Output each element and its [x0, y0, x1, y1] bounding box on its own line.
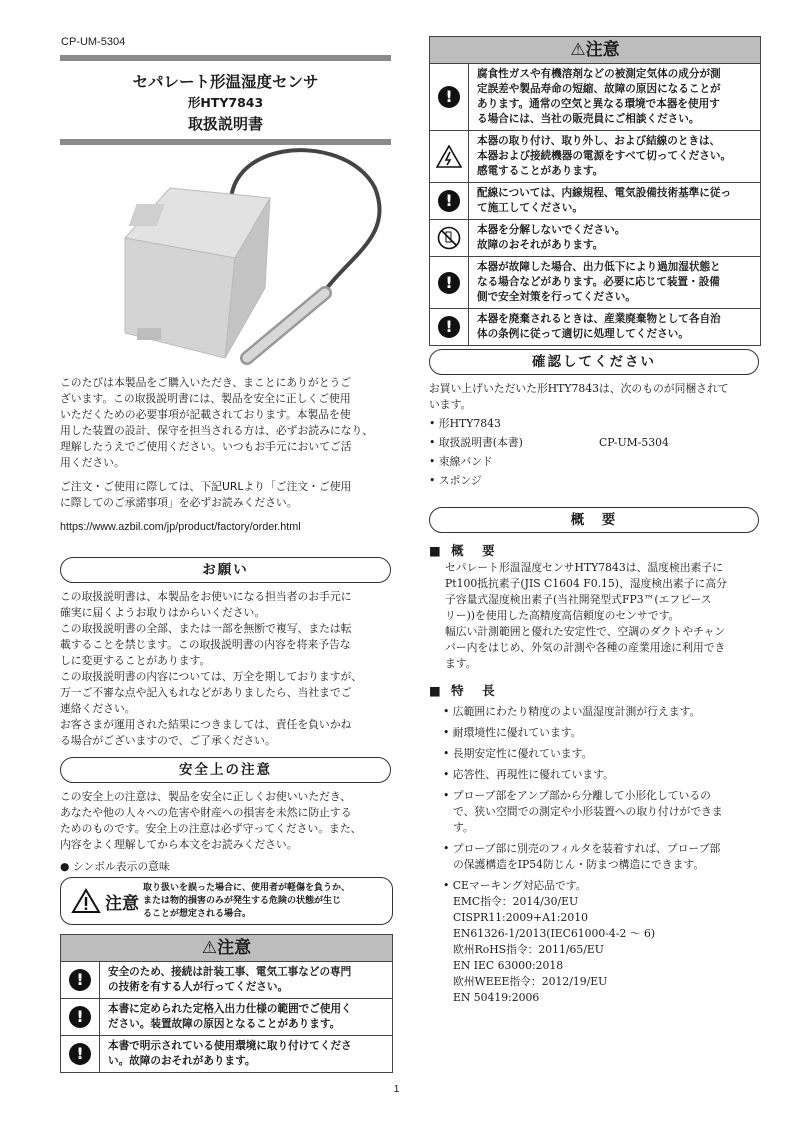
title-top-rule	[60, 55, 391, 61]
caution-box-right-title: 注意	[585, 40, 620, 60]
bundled-item-name: • 形HTY7843	[429, 417, 501, 430]
mandatory-icon: !	[69, 1043, 91, 1065]
intro-line: 用ください。	[60, 456, 125, 469]
title-bottom-rule	[60, 139, 391, 145]
overview-line: 幅広い計測範囲と優れた安定性で、空調のダクトやチャン	[445, 625, 726, 638]
legend-caution-label: 注意	[105, 893, 139, 914]
feature-line: • プローブ部をアンプ部から分離して小形化しているの	[443, 789, 711, 802]
caution-line: て施工してください。	[477, 202, 583, 214]
caution-box-left	[60, 934, 393, 1073]
intro-line: 理解したうえでご使用ください。いつもお手元においてご活	[60, 440, 352, 453]
caution-line: 故障のおそれがあります。	[477, 239, 604, 251]
order-url-link[interactable]: https://www.azbil.com/jp/product/factory/order.html	[60, 521, 301, 533]
request-line: 連絡ください。	[60, 702, 136, 715]
bundled-item-code: CP-UM-5304	[599, 436, 669, 449]
intro-line: このたびは本製品をご購入いただき、まことにありがとうご	[60, 376, 352, 389]
caution-row	[430, 220, 760, 257]
feature-item: • 長期安定性に優れています。	[443, 747, 593, 760]
request-line: る場合がございますので、ご了承ください。	[60, 734, 276, 747]
request-line: 万一ご不審な点や記入もれなどがありましたら、当社までご	[60, 686, 352, 699]
caution-row	[61, 962, 392, 999]
caution-line: 体の条例に従って適切に処理してください。	[477, 328, 689, 340]
feature-item: • 広範囲にわたり精度のよい温湿度計測が行えます。	[443, 705, 701, 718]
safety-line: 内容をよく理解してから本文をお読みください。	[60, 838, 298, 851]
caution-line: 本器を廃棄されるときは、産業廃棄物として各自治	[477, 313, 721, 325]
feature-line: す。	[453, 821, 474, 834]
document-code: CP-UM-5304	[61, 36, 126, 48]
caution-line: ださい。装置故障の原因となることがあります。	[108, 1018, 341, 1030]
feature-line: • プローブ部に別売のフィルタを装着すれば、プローブ部	[443, 842, 721, 855]
mandatory-icon: !	[438, 316, 460, 338]
bundled-item	[429, 454, 764, 470]
mandatory-icon: !	[69, 1006, 91, 1028]
caution-line: 感電することがあります。	[477, 165, 604, 177]
overview-body	[445, 560, 763, 672]
safety-line: この安全上の注意は、製品を安全に正しくお使いいただき、	[60, 790, 352, 803]
caution-line: 本器および接続機器の電源をすべて切ってください。	[477, 150, 732, 162]
legend-text	[143, 882, 350, 921]
legend-line: または物的損害のみが発生する危険の状態が生じ	[143, 895, 342, 906]
no-disassembly-icon	[437, 226, 461, 250]
overview-heading: 概 要	[429, 507, 759, 533]
features-list	[443, 704, 763, 1006]
ce-label: • CEマーキング対応品です。	[443, 879, 587, 892]
request-section	[60, 589, 395, 749]
caution-line: 本器を分解しないでください。	[477, 224, 626, 236]
caution-box-right	[429, 36, 761, 346]
ce-standard: EN IEC 63000:2018	[453, 959, 564, 972]
ce-standard: EN 50419:2006	[453, 991, 540, 1004]
request-line: この取扱説明書は、本製品をお使いになる担当者のお手元に	[60, 590, 352, 603]
manual-title: 取扱説明書	[187, 115, 263, 133]
feature-item: • 耐環境性に優れています。	[443, 726, 582, 739]
caution-box-right-header	[430, 37, 760, 64]
warning-triangle-icon	[71, 888, 101, 914]
caution-row	[61, 999, 392, 1036]
caution-line: あります。通常の空気と異なる環境で本器を使用す	[477, 98, 720, 110]
product-title: セパレート形温湿度センサ	[132, 73, 319, 91]
bundled-item	[429, 416, 764, 432]
bundled-item	[429, 473, 764, 489]
caution-legend	[60, 877, 393, 925]
symbol-heading: ● シンボル表示の意味	[60, 860, 170, 873]
feature-line: で、狭い空間での測定や小形装置への取り付けができま	[453, 805, 723, 818]
confirm-line: お買い上げいただいた形HTY7843は、次のものが同梱されて	[429, 382, 729, 395]
intro-line: 用した装置の設計、保守を担当される方は、必ずお読みになり、	[60, 424, 374, 437]
caution-row	[430, 257, 760, 309]
caution-line: る場合には、当社の販売員にご相談ください。	[477, 113, 700, 125]
overview-line: バー内をはじめ、外気の計測や各種の産業用途に利用でき	[445, 641, 726, 654]
page-number: 1	[393, 1083, 400, 1095]
ce-standard: EN61326-1/2013(IEC61000-4-2 ～ 6)	[453, 927, 656, 940]
model-number: 形HTY7843	[187, 95, 264, 110]
feature-line: の保護構造をIP54防じん・防まつ構造にできます。	[453, 858, 705, 871]
caution-line: 本書に定められた定格入出力仕様の範囲でご使用く	[108, 1003, 352, 1015]
caution-line: 定誤差や製品寿命の短縮、故障の原因になることが	[477, 83, 721, 95]
overview-subheading: ■ 概 要	[429, 543, 498, 558]
overview-line: ます。	[445, 657, 477, 670]
bundled-item-name: • 束線バンド	[429, 455, 493, 468]
caution-line: 本器が故障した場合、出力低下により過加湿状態と	[477, 261, 721, 273]
intro-section	[60, 375, 395, 535]
caution-line: 本書で明示されている使用環境に取り付けてくださ	[108, 1040, 352, 1052]
caution-line: 本器の取り付け、取り外し、および結線のときは、	[477, 135, 721, 147]
intro-line: いただくための必要事項が記載されております。本製品を使	[60, 408, 351, 421]
ce-standard: EMC指令：2014/30/EU	[453, 895, 579, 908]
mandatory-icon: !	[438, 190, 460, 212]
request-line: お客さまが運用された結果につきましては、責任を負いかね	[60, 718, 352, 731]
mandatory-icon: !	[438, 272, 460, 294]
feature-item	[443, 841, 763, 873]
order-line: に際してのご承諾事項」を必ずお読みください。	[60, 496, 298, 509]
caution-row	[61, 1036, 392, 1072]
confirm-section	[429, 381, 764, 489]
electric-shock-icon	[436, 145, 462, 168]
mandatory-icon: !	[69, 969, 91, 991]
intro-line: ざいます。この取扱説明書には、製品を安全に正しくご使用	[60, 392, 351, 405]
mandatory-icon: !	[438, 86, 460, 108]
safety-heading: 安全上の注意	[60, 757, 391, 783]
caution-row	[430, 309, 760, 345]
caution-row	[430, 183, 760, 220]
ce-standard: 欧州WEEE指令：2012/19/EU	[453, 975, 608, 988]
overview-line: セパレート形温湿度センサHTY7843は、温度検出素子に	[445, 561, 723, 574]
request-heading: お願い	[60, 557, 391, 583]
request-line: この取扱説明書の全部、または一部を無断で複写、または転	[60, 622, 352, 635]
legend-line: ることが想定される場合。	[143, 908, 252, 919]
caution-line: 腐食性ガスや有機溶剤などの被測定気体の成分が測	[477, 68, 721, 80]
warning-triangle-icon: ⚠	[201, 938, 218, 958]
safety-line: あなたや他の人々への危害や財産への損害を未然に防止する	[60, 806, 352, 819]
overview-line: 子容量式湿度検出素子(当社開発型式FP3™(エフピース	[445, 593, 712, 606]
bundled-item-name: • 取扱説明書(本書)	[429, 436, 523, 449]
feature-item-ce	[443, 878, 763, 1006]
caution-row	[430, 131, 760, 183]
bundled-item	[429, 435, 764, 451]
safety-line: ためのものです。安全上の注意は必ず守ってください。また、	[60, 822, 362, 835]
request-line: しに変更することがあります。	[60, 654, 211, 667]
ce-standard: CISPR11:2009+A1:2010	[453, 911, 588, 924]
request-line: 載することを禁じます。この取扱説明書の内容を将来予告な	[60, 638, 351, 651]
product-photo	[95, 148, 395, 378]
caution-line: 安全のため、接続は計装工事、電気工事などの専門	[108, 966, 352, 978]
confirm-heading: 確認してください	[429, 349, 759, 375]
caution-line: なる場合などがあります。必要に応じて装置・設備	[477, 276, 720, 288]
caution-row	[430, 64, 760, 131]
feature-item: • 応答性、再現性に優れています。	[443, 768, 614, 781]
request-line: 確実に届くようお取りはからいください。	[60, 606, 266, 619]
features-heading: ■ 特 長	[429, 683, 498, 698]
order-line: ご注文・ご使用に際しては、下記URLより「ご注文・ご使用	[60, 480, 352, 493]
overview-line: Pt100抵抗素子(JIS C1604 F0.15)、湿度検出素子に高分	[445, 577, 727, 590]
caution-line: の技術を有する人が行ってください。	[108, 981, 289, 993]
caution-box-left-title: 注意	[217, 938, 252, 958]
feature-item	[443, 788, 763, 836]
legend-line: 取り扱いを誤った場合に、使用者が軽傷を負うか、	[143, 882, 351, 893]
caution-box-left-header	[61, 935, 392, 962]
request-line: この取扱説明書の内容については、万全を期しておりますが、	[60, 670, 363, 683]
confirm-line: います。	[429, 398, 472, 411]
ce-standard: 欧州RoHS指令：2011/65/EU	[453, 943, 604, 956]
safety-section	[60, 789, 395, 875]
warning-triangle-icon: ⚠	[570, 40, 586, 60]
bundled-item-name: • スポンジ	[429, 474, 482, 487]
overview-line: リー))を使用した高精度高信頼度のセンサです。	[445, 609, 680, 622]
caution-line: 側で安全対策を行ってください。	[477, 291, 636, 303]
caution-line: 配線については、内線規程、電気設備技術基準に従っ	[477, 187, 732, 199]
caution-line: い。故障のおそれがあります。	[108, 1055, 256, 1067]
